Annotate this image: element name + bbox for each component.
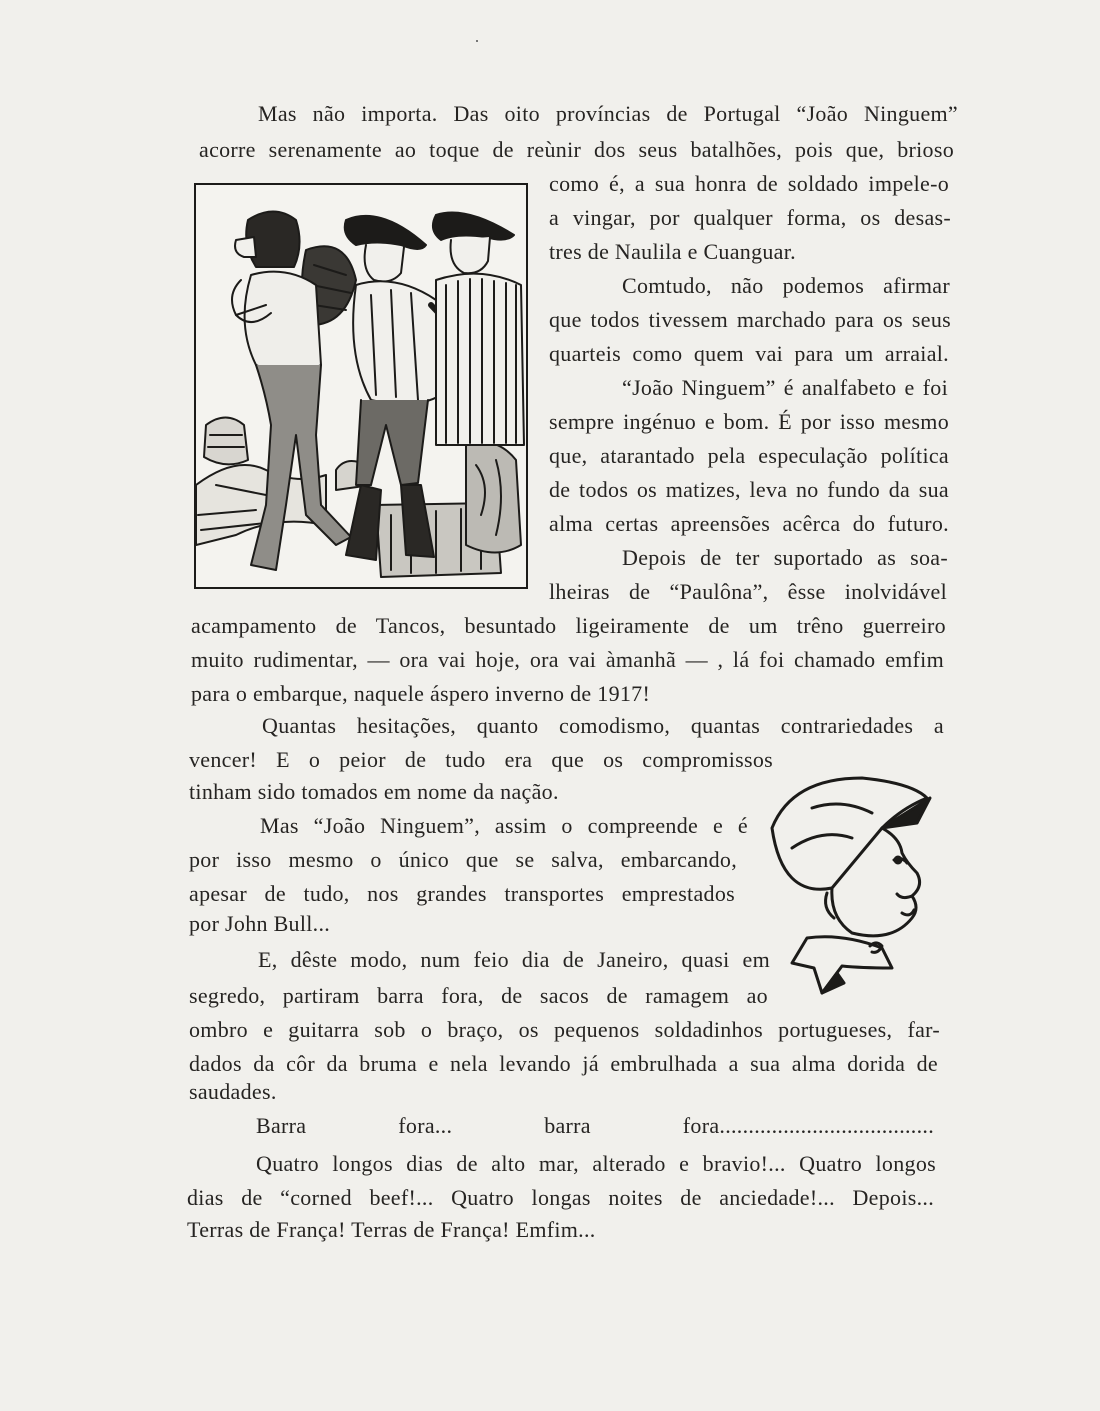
head-drawing — [752, 768, 952, 1000]
text-line-6: Comtudo, não podemos afirmar — [622, 273, 950, 298]
text-line-4: a vingar, por qualquer forma, os desas- — [549, 205, 951, 230]
text-line-21: tinham sido tomados em nome da nação. — [189, 779, 559, 804]
text-line-25: por John Bull... — [189, 911, 331, 936]
text-line-5: tres de Naulila e Cuanguar. — [549, 239, 796, 264]
text-line-7: que todos tivessem marchado para os seus — [549, 307, 951, 332]
text-line-15: lheiras de “Paulôna”, êsse inolvidável — [549, 579, 947, 604]
text-line-14: Depois de ter suportado as soa- — [622, 545, 948, 570]
text-line-8: quarteis como quem vai para um arraial. — [549, 341, 949, 366]
text-line-16: acampamento de Tancos, besuntado ligeiramente de um trêno guerreiro — [191, 613, 946, 638]
text-line-28: ombro e guitarra sob o braço, os pequenos soldadinhos portugueses, far- — [189, 1017, 940, 1042]
text-line-13: alma certas apreensões acêrca do futuro. — [549, 511, 949, 536]
text-line-22: Mas “João Ninguem”, assim o compreende e é — [260, 813, 748, 838]
text-line-31: Barra fora... barra fora..................................... — [256, 1113, 934, 1138]
text-line-30: saudades. — [189, 1079, 277, 1104]
text-line-18: para o embarque, naquele áspero inverno de 1917! — [191, 681, 651, 706]
text-line-20: vencer! E o peior de tudo era que os compromissos — [189, 747, 773, 772]
text-line-3: como é, a sua honra de soldado impele-o — [549, 171, 949, 196]
soldiers-drawing — [196, 185, 526, 587]
text-line-26: E, dêste modo, num feio dia de Janeiro, quasi em — [258, 947, 770, 972]
page-speck — [476, 40, 478, 42]
three-soldiers-illustration — [194, 183, 528, 589]
text-line-24: apesar de tudo, nos grandes transportes emprestados — [189, 881, 735, 906]
text-line-27: segredo, partiram barra fora, de sacos de ramagem ao — [189, 983, 768, 1008]
text-line-11: que, atarantado pela especulação política — [549, 443, 949, 468]
text-line-10: sempre ingénuo e bom. É por isso mesmo — [549, 409, 949, 434]
text-line-23: por isso mesmo o único que se salva, embarcando, — [189, 847, 737, 872]
text-line-2: acorre serenamente ao toque de reùnir dos seus batalhões, pois que, brioso — [199, 137, 954, 162]
text-line-1: Mas não importa. Das oito províncias de Portugal “João Ninguem” — [258, 101, 958, 126]
text-line-33: dias de “corned beef!... Quatro longas noites de anciedade!... Depois... — [187, 1185, 934, 1210]
text-line-17: muito rudimentar, — ora vai hoje, ora vai àmanhã — , lá foi chamado emfim — [191, 647, 944, 672]
text-line-19: Quantas hesitações, quanto comodismo, quantas contrariedades a — [262, 713, 944, 738]
text-line-29: dados da côr da bruma e nela levando já embrulhada a sua alma dorida de — [189, 1051, 938, 1076]
text-line-9: “João Ninguem” é analfabeto e foi — [622, 375, 948, 400]
text-line-12: de todos os matizes, leva no fundo da sua — [549, 477, 949, 502]
soldier-head-caricature — [752, 768, 952, 1000]
text-line-34: Terras de França! Terras de França! Emfim... — [187, 1217, 596, 1242]
text-line-32: Quatro longos dias de alto mar, alterado e bravio!... Quatro longos — [256, 1151, 936, 1176]
